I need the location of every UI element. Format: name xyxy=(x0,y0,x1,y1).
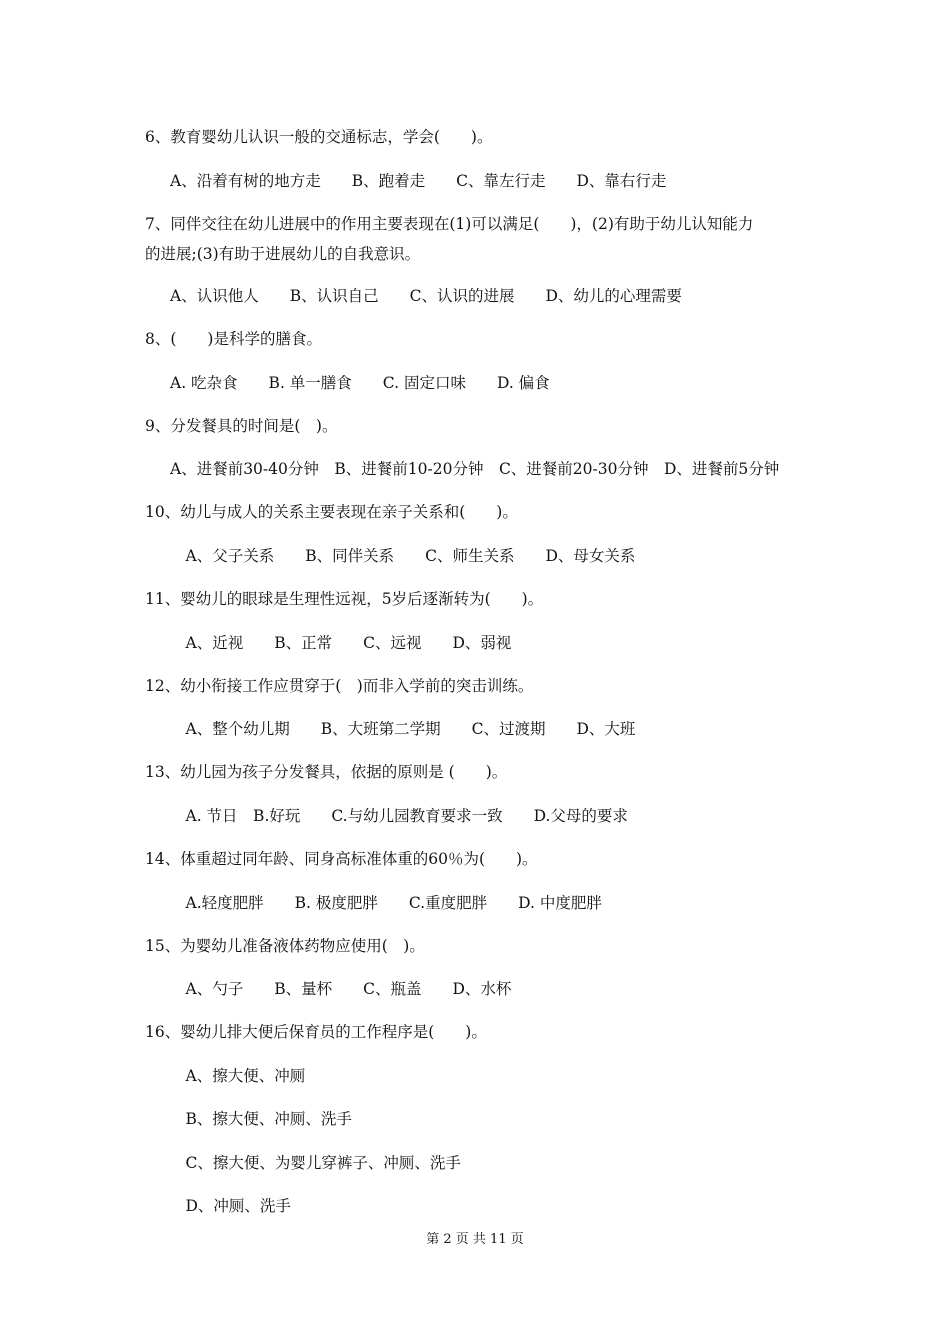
question-14: 14、体重超过同年龄、同身高标准体重的60％为( )。 xyxy=(145,850,538,868)
question-11-options: A、近视 B、正常 C、远视 D、弱视 xyxy=(170,634,512,652)
question-13: 13、幼儿园为孩子分发餐具，依据的原则是 ( )。 xyxy=(145,763,508,781)
question-10: 10、幼儿与成人的关系主要表现在亲子关系和( )。 xyxy=(145,503,518,521)
question-16-option-a: A、擦大便、冲厕 xyxy=(170,1067,306,1085)
question-12: 12、幼小衔接工作应贯穿于( )而非入学前的突击训练。 xyxy=(145,677,534,695)
question-16: 16、婴幼儿排大便后保育员的工作程序是( )。 xyxy=(145,1023,487,1041)
question-12-options: A、整个幼儿期 B、大班第二学期 C、过渡期 D、大班 xyxy=(170,720,636,738)
question-16-option-d: D、冲厕、洗手 xyxy=(170,1197,291,1215)
question-8: 8、( )是科学的膳食。 xyxy=(145,330,322,348)
question-16-option-b: B、擦大便、冲厕、洗手 xyxy=(170,1110,352,1128)
question-9: 9、分发餐具的时间是( )。 xyxy=(145,417,338,435)
question-7-cont: 的进展;(3)有助于进展幼儿的自我意识。 xyxy=(145,245,421,263)
question-6-options: A、沿着有树的地方走 B、跑着走 C、靠左行走 D、靠右行走 xyxy=(170,172,667,190)
question-8-options: A. 吃杂食 B. 单一膳食 C. 固定口味 D. 偏食 xyxy=(170,374,550,392)
page-footer: 第 2 页 共 11 页 xyxy=(426,1232,524,1247)
question-7: 7、同伴交往在幼儿进展中的作用主要表现在(1)可以满足( )，(2)有助于幼儿认知能力 xyxy=(145,215,754,233)
question-6: 6、教育婴幼儿认识一般的交通标志，学会( )。 xyxy=(145,128,493,146)
question-16-option-c: C、擦大便、为婴儿穿裤子、冲厕、洗手 xyxy=(170,1154,461,1172)
question-10-options: A、父子关系 B、同伴关系 C、师生关系 D、母女关系 xyxy=(170,547,636,565)
question-11: 11、婴幼儿的眼球是生理性远视，5岁后逐渐转为( )。 xyxy=(145,590,544,608)
question-15: 15、为婴幼儿准备液体药物应使用( )。 xyxy=(145,937,425,955)
question-7-options: A、认识他人 B、认识自己 C、认识的进展 D、幼儿的心理需要 xyxy=(170,287,682,305)
question-13-options: A. 节日 B.好玩 C.与幼儿园教育要求一致 D.父母的要求 xyxy=(170,807,628,825)
question-14-options: A.轻度肥胖 B. 极度肥胖 C.重度肥胖 D. 中度肥胖 xyxy=(170,894,602,912)
question-9-options: A、进餐前30-40分钟 B、进餐前10-20分钟 C、进餐前20-30分钟 D、进餐前5分钟 xyxy=(170,460,780,478)
question-15-options: A、勺子 B、量杯 C、瓶盖 D、水杯 xyxy=(170,980,512,998)
